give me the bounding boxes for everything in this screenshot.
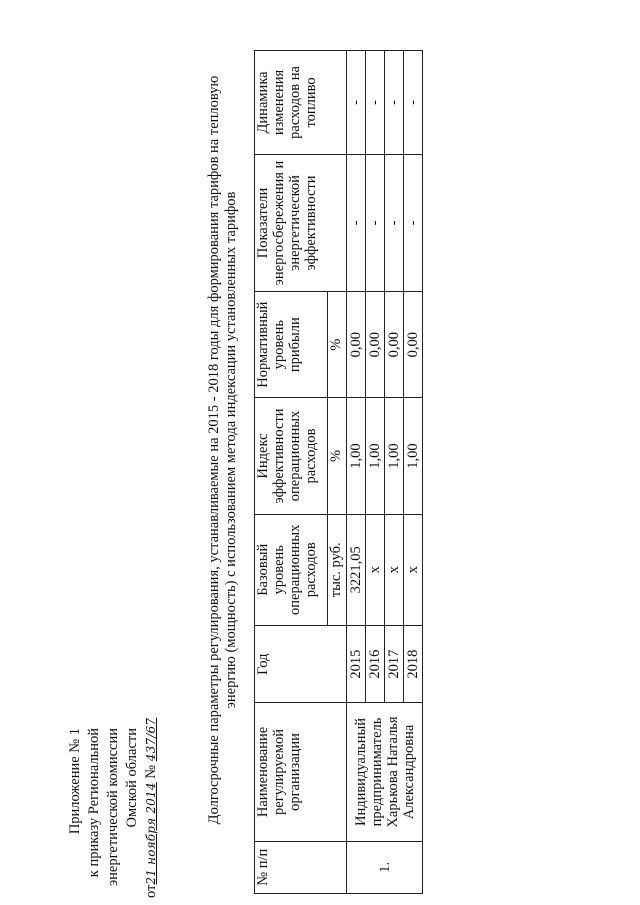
header-organization: Наименование регулируемой организации: [255, 703, 347, 841]
table-row: [347, 51, 366, 894]
title-line-1: Долгосрочные параметры регулирования, устанавливаемые на 2015 - 2018 годы для формирования тарифов на тепловую: [206, 75, 222, 825]
profit-level-cell: 0,00: [366, 292, 385, 398]
year-cell: 2016: [366, 625, 385, 703]
energy-saving-cell: -: [347, 154, 366, 291]
appendix-title: Приложение № 1: [67, 728, 83, 835]
organization-name: Индивидуальный предприниматель Харькова Наталья Александровна: [347, 703, 423, 841]
header-number: № п/п: [255, 841, 347, 893]
base-level-cell: x: [404, 514, 423, 625]
table-header-row: [255, 51, 328, 894]
profit-level-cell: 0,00: [347, 292, 366, 398]
appendix-header: [66, 717, 161, 898]
energy-saving-cell: -: [366, 154, 385, 291]
base-level-cell: x: [385, 514, 404, 625]
header-energy-saving: Показатели энергосбережения и энергетической эффективности: [255, 154, 347, 291]
header-fuel-dynamics: Динамика изменения расходов на топливо: [255, 51, 347, 155]
fuel-dynamics-cell: -: [404, 51, 423, 155]
appendix-order-ref: к приказу Региональной: [86, 728, 102, 878]
unit-profit-level: %: [328, 292, 347, 398]
unit-efficiency-index: %: [328, 398, 347, 514]
appendix-date-number: [142, 717, 161, 898]
document-title: [206, 35, 240, 865]
unit-base-level: тыс. руб.: [328, 514, 347, 625]
energy-saving-cell: -: [404, 154, 423, 291]
base-level-cell: x: [366, 514, 385, 625]
header-profit-level: Нормативный уровень прибыли: [255, 292, 328, 398]
efficiency-index-cell: 1,00: [385, 398, 404, 514]
title-line-2: энергию (мощность) с использованием метода индексации установленных тарифов: [223, 191, 239, 709]
appendix-commission: энергетической комиссии: [105, 728, 121, 887]
appendix-region: Омской области: [124, 728, 140, 828]
profit-level-cell: 0,00: [385, 292, 404, 398]
year-cell: 2017: [385, 625, 404, 703]
header-year: Год: [255, 625, 347, 703]
handwritten-number: 437/67: [144, 717, 158, 762]
parameters-table: [254, 50, 423, 894]
year-cell: 2018: [404, 625, 423, 703]
fuel-dynamics-cell: -: [385, 51, 404, 155]
efficiency-index-cell: 1,00: [366, 398, 385, 514]
from-prefix: от: [143, 884, 159, 898]
fuel-dynamics-cell: -: [366, 51, 385, 155]
header-base-level: Базовый уровень операционных расходов: [255, 514, 328, 625]
efficiency-index-cell: 1,00: [404, 398, 423, 514]
efficiency-index-cell: 1,00: [347, 398, 366, 514]
profit-level-cell: 0,00: [404, 292, 423, 398]
row-number: 1.: [347, 841, 423, 893]
energy-saving-cell: -: [385, 154, 404, 291]
handwritten-date: 21 ноября 2014: [144, 782, 158, 885]
year-cell: 2015: [347, 625, 366, 703]
header-efficiency-index: Индекс эффективности операционных расходов: [255, 398, 328, 514]
fuel-dynamics-cell: -: [347, 51, 366, 155]
base-level-cell: 3221,05: [347, 514, 366, 625]
number-prefix: №: [143, 764, 159, 779]
